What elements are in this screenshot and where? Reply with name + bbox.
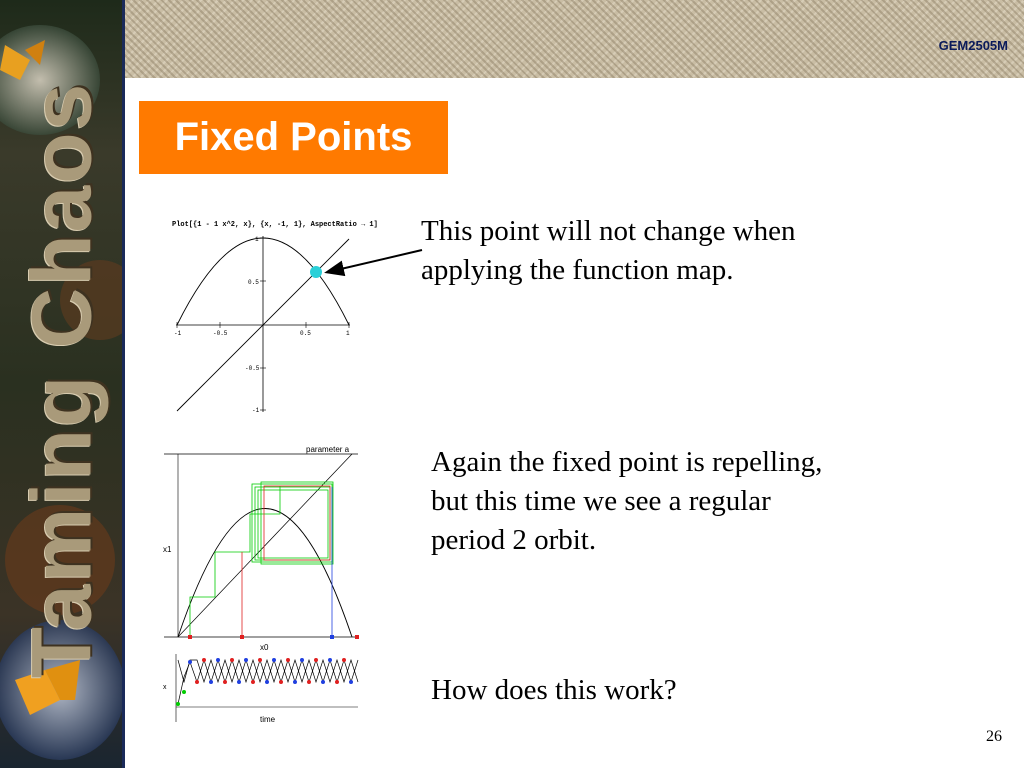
y-tick-1: 1 [255, 236, 259, 243]
pointer-arrow [320, 242, 430, 282]
text-line: period 2 orbit. [431, 524, 597, 556]
decorative-sidebar [0, 0, 122, 768]
text-line: but this time we see a regular [431, 485, 771, 517]
fixed-point-explanation [421, 212, 796, 290]
sidebar-brand-text: Taming Chaos [14, 81, 109, 679]
sidebar-divider [122, 0, 125, 768]
diagonal-line [178, 454, 352, 637]
y1-label: x1 [163, 545, 172, 554]
x-tick-05: 0.5 [300, 330, 311, 337]
time-label: time [260, 715, 276, 724]
header-band [125, 0, 1024, 78]
x-tick-neg05: -0.5 [213, 330, 228, 337]
x-tick-neg1: -1 [174, 330, 182, 337]
x0-label: x0 [260, 643, 269, 652]
plot-command: Plot[{1 - 1 x^2, x}, {x, -1, 1}, AspectRatio → 1] [172, 221, 378, 229]
text-line: applying the function map. [421, 254, 734, 286]
slide-title: Fixed Points [174, 115, 413, 159]
y-tick-neg1: -1 [252, 407, 260, 414]
series-x-label: x [163, 684, 167, 691]
course-code: GEM2505M [938, 38, 1008, 53]
x-tick-1: 1 [346, 330, 350, 337]
text-line: Again the fixed point is repelling, [431, 446, 823, 478]
y-tick-05: 0.5 [248, 279, 259, 286]
question-text: How does this work? [431, 674, 677, 706]
map-curve [178, 509, 352, 638]
cobweb-path [190, 482, 333, 637]
parameter-label: parameter a [306, 445, 350, 454]
text-line: This point will not change when [421, 215, 796, 247]
title-box [139, 101, 448, 174]
y-tick-neg05: -0.5 [245, 365, 260, 372]
page-number: 26 [986, 728, 1002, 745]
orbit-box [264, 486, 330, 560]
cobweb-diagram [160, 442, 365, 727]
repelling-explanation [431, 443, 822, 560]
